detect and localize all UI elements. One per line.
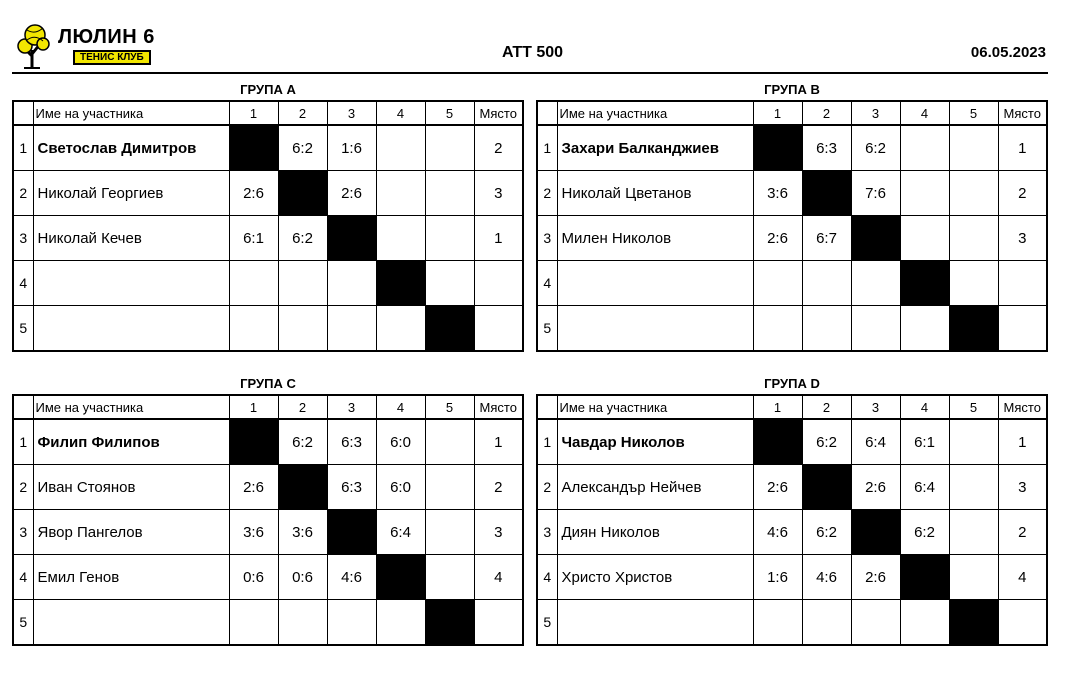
table-row xyxy=(13,171,523,216)
score-cell: 4:6 xyxy=(327,555,376,600)
group-3 xyxy=(12,374,524,646)
self-match-cell xyxy=(753,125,802,171)
row-number: 3 xyxy=(13,510,33,555)
self-match-cell xyxy=(949,600,998,646)
score-cell: 2:6 xyxy=(229,465,278,510)
score-cell xyxy=(327,306,376,352)
header-blank-cell xyxy=(13,395,33,419)
score-cell: 3:6 xyxy=(229,510,278,555)
score-cell xyxy=(949,465,998,510)
score-cell: 6:2 xyxy=(278,125,327,171)
score-cell: 6:4 xyxy=(900,465,949,510)
row-number: 5 xyxy=(13,306,33,352)
score-cell xyxy=(949,419,998,465)
score-cell: 6:1 xyxy=(229,216,278,261)
score-cell xyxy=(802,306,851,352)
header-col-5: 5 xyxy=(425,395,474,419)
score-cell: 0:6 xyxy=(229,555,278,600)
score-cell xyxy=(229,261,278,306)
place-cell: 3 xyxy=(474,171,523,216)
group-4 xyxy=(536,374,1048,646)
score-cell xyxy=(802,600,851,646)
table-row xyxy=(13,125,523,171)
group-table xyxy=(12,394,524,646)
score-cell: 6:2 xyxy=(851,125,900,171)
table-row xyxy=(13,261,523,306)
score-cell xyxy=(327,261,376,306)
score-cell xyxy=(949,261,998,306)
score-cell xyxy=(278,600,327,646)
header-col-2: 2 xyxy=(802,395,851,419)
row-number: 1 xyxy=(537,125,557,171)
player-name: Светослав Димитров xyxy=(33,125,229,171)
score-cell xyxy=(753,261,802,306)
table-row xyxy=(537,125,1047,171)
player-name: Филип Филипов xyxy=(33,419,229,465)
player-name xyxy=(557,306,753,352)
self-match-cell xyxy=(278,171,327,216)
header-col-5: 5 xyxy=(949,101,998,125)
row-number: 3 xyxy=(537,510,557,555)
row-number: 5 xyxy=(13,600,33,646)
player-name: Емил Генов xyxy=(33,555,229,600)
group-1 xyxy=(12,80,524,352)
header-col-1: 1 xyxy=(753,395,802,419)
row-number: 3 xyxy=(13,216,33,261)
table-row xyxy=(13,510,523,555)
score-cell xyxy=(278,306,327,352)
place-cell: 1 xyxy=(474,216,523,261)
player-name: Явор Пангелов xyxy=(33,510,229,555)
row-number: 5 xyxy=(537,306,557,352)
score-cell xyxy=(949,555,998,600)
row-number: 1 xyxy=(537,419,557,465)
score-cell xyxy=(278,261,327,306)
player-name: Чавдар Николов xyxy=(557,419,753,465)
player-name xyxy=(557,600,753,646)
self-match-cell xyxy=(851,216,900,261)
group-title: ГРУПА D xyxy=(764,376,820,391)
row-number: 4 xyxy=(13,555,33,600)
table-row xyxy=(537,261,1047,306)
self-match-cell xyxy=(425,306,474,352)
table-header-row xyxy=(13,101,523,125)
score-cell: 2:6 xyxy=(851,465,900,510)
score-cell xyxy=(900,216,949,261)
header-col-3: 3 xyxy=(327,395,376,419)
header-col-4: 4 xyxy=(376,395,425,419)
header-name: Име на участника xyxy=(557,395,753,419)
player-name xyxy=(33,600,229,646)
header-col-5: 5 xyxy=(949,395,998,419)
player-name: Иван Стоянов xyxy=(33,465,229,510)
header-col-4: 4 xyxy=(376,101,425,125)
header-name: Име на участника xyxy=(33,101,229,125)
score-cell xyxy=(425,171,474,216)
place-cell: 3 xyxy=(474,510,523,555)
header-name: Име на участника xyxy=(33,395,229,419)
score-cell xyxy=(327,600,376,646)
self-match-cell xyxy=(802,465,851,510)
place-cell: 4 xyxy=(998,555,1047,600)
row-number: 4 xyxy=(537,555,557,600)
score-cell xyxy=(425,510,474,555)
score-cell: 6:2 xyxy=(900,510,949,555)
score-cell xyxy=(229,600,278,646)
place-cell xyxy=(998,261,1047,306)
group-title: ГРУПА С xyxy=(240,376,296,391)
score-cell: 6:4 xyxy=(851,419,900,465)
header-divider xyxy=(12,72,1048,74)
player-name: Николай Кечев xyxy=(33,216,229,261)
score-cell xyxy=(851,306,900,352)
header-name: Име на участника xyxy=(557,101,753,125)
table-row xyxy=(13,600,523,646)
header-place: Място xyxy=(998,101,1047,125)
score-cell: 6:3 xyxy=(327,465,376,510)
row-number: 1 xyxy=(13,125,33,171)
header-col-3: 3 xyxy=(327,101,376,125)
score-cell: 3:6 xyxy=(753,171,802,216)
table-row xyxy=(13,419,523,465)
group-table xyxy=(536,100,1048,352)
header-place: Място xyxy=(474,395,523,419)
place-cell: 1 xyxy=(998,419,1047,465)
score-cell: 6:0 xyxy=(376,465,425,510)
score-cell: 2:6 xyxy=(753,216,802,261)
place-cell: 3 xyxy=(998,465,1047,510)
group-2 xyxy=(536,80,1048,352)
header-blank-cell xyxy=(537,395,557,419)
table-row xyxy=(537,306,1047,352)
row-number: 1 xyxy=(13,419,33,465)
score-cell xyxy=(753,600,802,646)
score-cell xyxy=(900,171,949,216)
score-cell: 6:0 xyxy=(376,419,425,465)
player-name: Милен Николов xyxy=(557,216,753,261)
score-cell: 6:2 xyxy=(802,510,851,555)
score-cell: 6:7 xyxy=(802,216,851,261)
score-cell xyxy=(229,306,278,352)
score-cell: 4:6 xyxy=(753,510,802,555)
score-cell xyxy=(949,125,998,171)
score-cell xyxy=(376,171,425,216)
tournament-date: 06.05.2023 xyxy=(970,44,1046,61)
score-cell: 0:6 xyxy=(278,555,327,600)
score-cell xyxy=(425,216,474,261)
place-cell: 2 xyxy=(998,171,1047,216)
header-place: Място xyxy=(474,101,523,125)
header-col-2: 2 xyxy=(278,101,327,125)
header-col-2: 2 xyxy=(802,101,851,125)
score-cell xyxy=(802,261,851,306)
score-cell xyxy=(425,465,474,510)
player-name: Александър Нейчев xyxy=(557,465,753,510)
score-cell xyxy=(851,600,900,646)
place-cell: 2 xyxy=(998,510,1047,555)
self-match-cell xyxy=(949,306,998,352)
score-cell xyxy=(900,306,949,352)
self-match-cell xyxy=(229,125,278,171)
table-row xyxy=(537,600,1047,646)
score-cell xyxy=(425,419,474,465)
tournament-title: ATT 500 xyxy=(501,44,564,61)
place-cell: 1 xyxy=(474,419,523,465)
score-cell xyxy=(949,216,998,261)
place-cell xyxy=(998,600,1047,646)
place-cell: 4 xyxy=(474,555,523,600)
self-match-cell xyxy=(900,261,949,306)
header-col-1: 1 xyxy=(229,395,278,419)
score-cell xyxy=(376,216,425,261)
score-cell: 6:1 xyxy=(900,419,949,465)
header-col-3: 3 xyxy=(851,101,900,125)
self-match-cell xyxy=(229,419,278,465)
header-col-2: 2 xyxy=(278,395,327,419)
header-blank-cell xyxy=(13,101,33,125)
score-cell xyxy=(900,600,949,646)
player-name: Николай Цветанов xyxy=(557,171,753,216)
player-name: Христо Христов xyxy=(557,555,753,600)
self-match-cell xyxy=(278,465,327,510)
score-cell xyxy=(425,125,474,171)
score-cell: 7:6 xyxy=(851,171,900,216)
table-row xyxy=(13,216,523,261)
header-place: Място xyxy=(998,395,1047,419)
place-cell: 3 xyxy=(998,216,1047,261)
table-row xyxy=(537,510,1047,555)
score-cell xyxy=(949,171,998,216)
place-cell xyxy=(474,306,523,352)
table-row xyxy=(537,171,1047,216)
place-cell: 2 xyxy=(474,465,523,510)
score-cell: 2:6 xyxy=(851,555,900,600)
table-row xyxy=(13,555,523,600)
score-cell xyxy=(851,261,900,306)
row-number: 2 xyxy=(537,465,557,510)
player-name: Николай Георгиев xyxy=(33,171,229,216)
self-match-cell xyxy=(753,419,802,465)
self-match-cell xyxy=(376,555,425,600)
header-blank-cell xyxy=(537,101,557,125)
place-cell xyxy=(474,261,523,306)
table-row xyxy=(537,465,1047,510)
player-name xyxy=(557,261,753,306)
self-match-cell xyxy=(425,600,474,646)
score-cell: 2:6 xyxy=(327,171,376,216)
header-col-4: 4 xyxy=(900,101,949,125)
score-cell xyxy=(425,555,474,600)
row-number: 2 xyxy=(537,171,557,216)
self-match-cell xyxy=(851,510,900,555)
player-name: Диян Николов xyxy=(557,510,753,555)
self-match-cell xyxy=(327,510,376,555)
place-cell xyxy=(998,306,1047,352)
group-table xyxy=(12,100,524,352)
header-col-4: 4 xyxy=(900,395,949,419)
group-title: ГРУПА В xyxy=(764,82,820,97)
score-cell xyxy=(900,125,949,171)
score-cell xyxy=(425,261,474,306)
row-number: 5 xyxy=(537,600,557,646)
table-row xyxy=(537,555,1047,600)
table-header-row xyxy=(537,395,1047,419)
table-row xyxy=(537,216,1047,261)
table-row xyxy=(13,306,523,352)
self-match-cell xyxy=(900,555,949,600)
table-row xyxy=(13,465,523,510)
place-cell: 2 xyxy=(474,125,523,171)
header-col-1: 1 xyxy=(753,101,802,125)
row-number: 3 xyxy=(537,216,557,261)
row-number: 4 xyxy=(537,261,557,306)
score-cell: 3:6 xyxy=(278,510,327,555)
score-cell xyxy=(753,306,802,352)
logo-title: ЛЮЛИН 6 xyxy=(58,26,155,48)
place-cell: 1 xyxy=(998,125,1047,171)
score-cell xyxy=(376,125,425,171)
player-name xyxy=(33,306,229,352)
score-cell: 2:6 xyxy=(229,171,278,216)
score-cell xyxy=(376,306,425,352)
table-header-row xyxy=(13,395,523,419)
score-cell: 1:6 xyxy=(753,555,802,600)
player-name xyxy=(33,261,229,306)
self-match-cell xyxy=(802,171,851,216)
score-cell: 6:2 xyxy=(802,419,851,465)
place-cell xyxy=(474,600,523,646)
score-cell xyxy=(949,510,998,555)
header-col-5: 5 xyxy=(425,101,474,125)
self-match-cell xyxy=(327,216,376,261)
score-cell: 6:2 xyxy=(278,216,327,261)
group-table xyxy=(536,394,1048,646)
header-col-3: 3 xyxy=(851,395,900,419)
header-col-1: 1 xyxy=(229,101,278,125)
table-header-row xyxy=(537,101,1047,125)
row-number: 2 xyxy=(13,171,33,216)
score-cell: 6:4 xyxy=(376,510,425,555)
logo-subtitle: ТЕНИС КЛУБ xyxy=(73,50,151,65)
table-row xyxy=(537,419,1047,465)
score-cell: 6:3 xyxy=(802,125,851,171)
score-cell xyxy=(376,600,425,646)
row-number: 4 xyxy=(13,261,33,306)
group-title: ГРУПА А xyxy=(240,82,296,97)
score-cell: 4:6 xyxy=(802,555,851,600)
row-number: 2 xyxy=(13,465,33,510)
self-match-cell xyxy=(376,261,425,306)
score-cell: 6:2 xyxy=(278,419,327,465)
score-cell: 6:3 xyxy=(327,419,376,465)
score-cell: 2:6 xyxy=(753,465,802,510)
score-cell: 1:6 xyxy=(327,125,376,171)
player-name: Захари Балканджиев xyxy=(557,125,753,171)
